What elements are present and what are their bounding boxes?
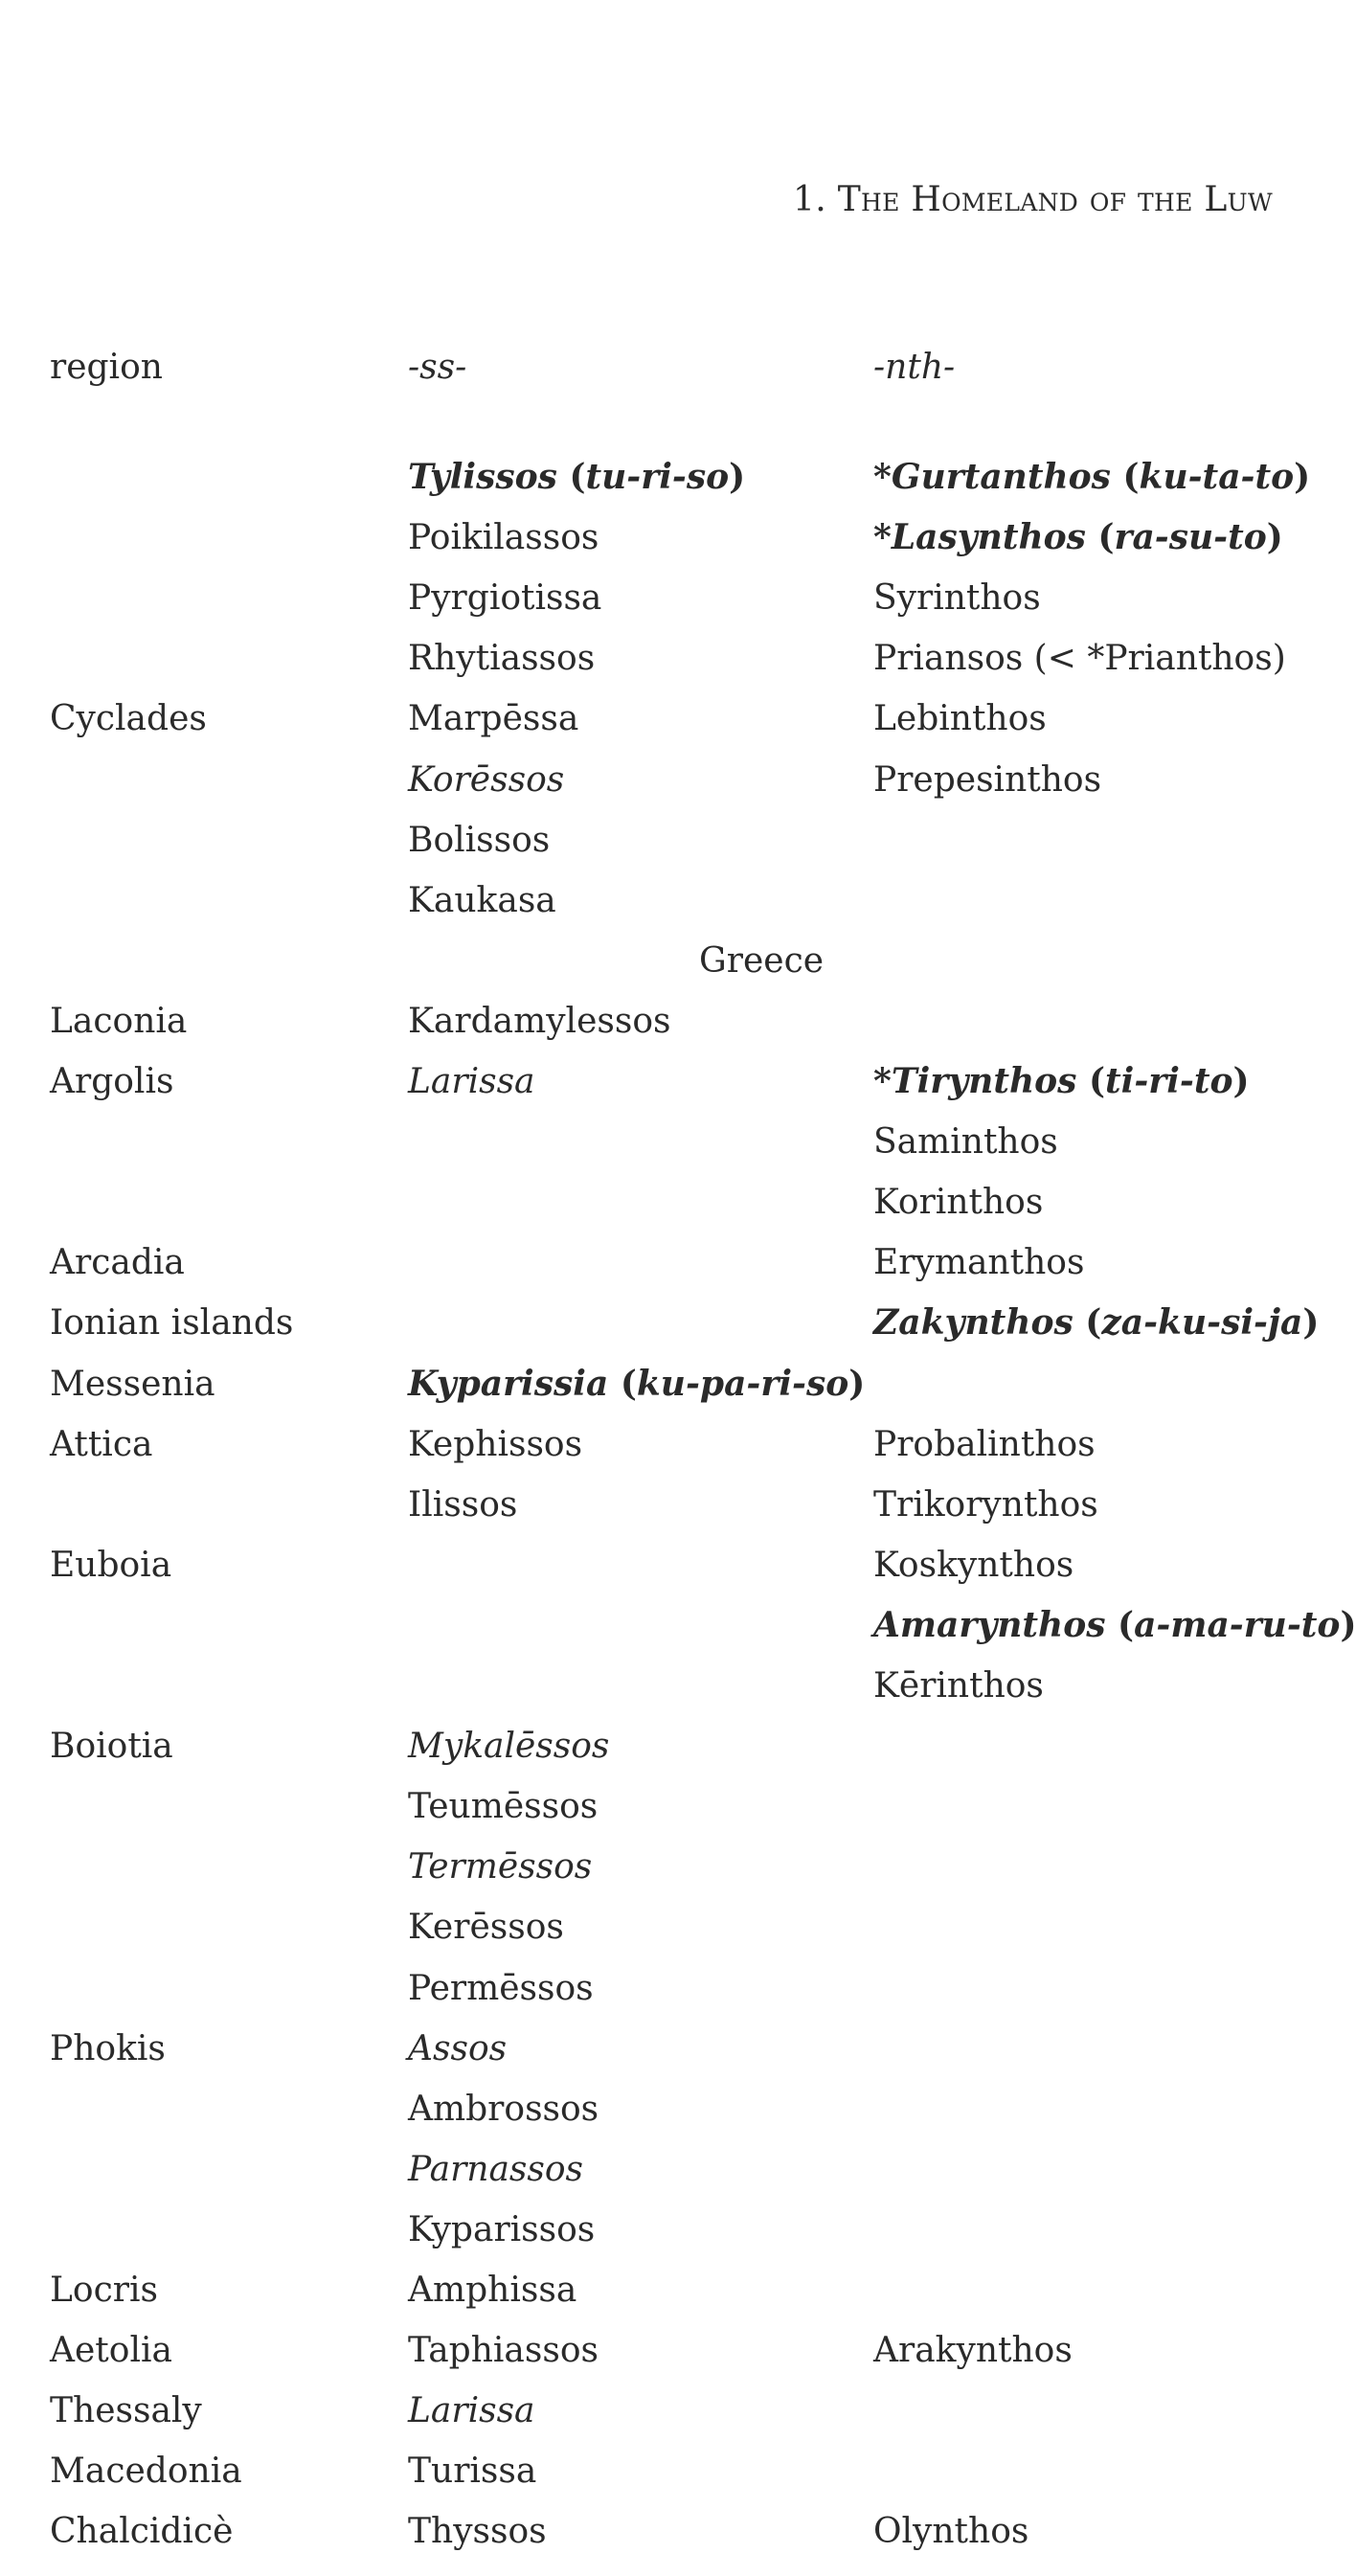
nth-toponym-name: Olynthos — [873, 2512, 1029, 2552]
nth-cell — [873, 1656, 1044, 1716]
nth-toponym-name: Zakynthos — [873, 1302, 1074, 1344]
nth-toponym-linear-b: ra-su-to — [1114, 517, 1267, 558]
ss-cell — [408, 1414, 582, 1475]
nth-toponym-name: Arakynthos — [873, 2331, 1073, 2371]
ss-toponym — [408, 2512, 547, 2551]
ss-toponym — [408, 760, 564, 800]
ss-toponym-name: Kyparissia — [408, 1363, 609, 1404]
nth-cell — [873, 1293, 1319, 1353]
nth-toponym-linear-b: ti-ri-to — [1105, 1061, 1233, 1101]
ss-toponym-name: Rhytiassos — [408, 639, 596, 679]
nth-toponym-name: Trikorynthos — [873, 1484, 1098, 1525]
region-cell: Messenia — [50, 1364, 215, 1404]
ss-toponym — [408, 578, 601, 618]
nth-cell — [873, 568, 1041, 628]
nth-toponym-name: Prepesinthos — [873, 759, 1102, 800]
nth-toponym — [873, 1122, 1058, 1162]
region-cell: Attica — [50, 1424, 153, 1464]
ss-toponym — [408, 1485, 517, 1525]
ss-toponym — [408, 1727, 609, 1766]
ss-cell — [408, 870, 556, 931]
nth-toponym — [873, 760, 1101, 800]
nth-toponym: *Tirynthos (ti-ri-to) — [873, 1061, 1250, 1101]
nth-toponym — [873, 1546, 1074, 1585]
ss-toponym-name: Taphiassos — [408, 2331, 599, 2371]
ss-toponym-name: Mykalēssos — [408, 1727, 610, 1767]
region-cell: Aetolia — [50, 2331, 172, 2371]
nth-toponym — [873, 2512, 1028, 2551]
ss-toponym — [408, 2271, 576, 2310]
ss-toponym-name: Kerēssos — [408, 1908, 564, 1948]
nth-toponym-name: Priansos (< *Prianthos) — [873, 639, 1286, 679]
ss-toponym-name: Kyparissos — [408, 2209, 596, 2249]
region-cell: Chalcidicè — [50, 2512, 234, 2552]
ss-toponym-name: Permēssos — [408, 1968, 594, 2008]
ss-toponym-name: Turissa — [408, 2452, 537, 2492]
ss-toponym — [408, 699, 578, 738]
ss-cell — [408, 1716, 609, 1776]
ss-cell — [408, 991, 670, 1051]
ss-toponym — [408, 881, 556, 920]
region-cell: Thessaly — [50, 2391, 202, 2431]
ss-cell — [408, 568, 601, 628]
nth-toponym — [873, 639, 1286, 678]
nth-toponym — [873, 1243, 1084, 1282]
nth-cell — [873, 2320, 1073, 2381]
ss-toponym — [408, 1002, 670, 1041]
ss-toponym — [408, 1969, 594, 2008]
running-head-title: The Homeland of the Luw — [837, 180, 1273, 219]
ss-cell — [408, 2441, 536, 2501]
nth-toponym: *Gurtanthos (ku-ta-to) — [873, 457, 1311, 497]
nth-toponym-name: Koskynthos — [873, 1545, 1074, 1585]
nth-toponym-name: Korinthos — [873, 1183, 1044, 1223]
nth-toponym-name: Syrinthos — [873, 578, 1041, 619]
ss-toponym — [408, 2452, 536, 2491]
region-cell: Laconia — [50, 1001, 188, 1041]
nth-cell — [873, 1172, 1043, 1232]
ss-toponym-name: Poikilassos — [408, 518, 599, 558]
ss-toponym-name: Tylissos — [408, 457, 557, 497]
nth-cell — [873, 447, 1310, 508]
ss-toponym-name: Ambrossos — [408, 2089, 599, 2129]
region-cell: Boiotia — [50, 1727, 173, 1767]
nth-toponym-name: *Tirynthos — [873, 1061, 1077, 1101]
section-label-greece: Greece — [699, 940, 825, 981]
ss-toponym-name: Kaukasa — [408, 880, 556, 920]
nth-toponym: *Lasynthos (ra-su-to) — [873, 517, 1283, 558]
ss-toponym-name: Bolissos — [408, 820, 551, 860]
region-cell: Phokis — [50, 2028, 166, 2068]
nth-toponym-linear-b: a-ma-ru-to — [1134, 1604, 1341, 1645]
ss-toponym-name: Thyssos — [408, 2512, 547, 2552]
nth-toponym — [873, 1666, 1044, 1706]
ss-toponym — [408, 2150, 583, 2189]
region-cell: Argolis — [50, 1062, 174, 1101]
nth-toponym — [873, 578, 1041, 618]
region-cell: Ionian islands — [50, 1303, 294, 1344]
ss-toponym — [408, 2210, 595, 2249]
ss-cell — [408, 1837, 592, 1897]
ss-cell — [408, 447, 745, 508]
ss-cell — [408, 810, 550, 870]
nth-cell — [873, 1051, 1250, 1112]
header-ss: -ss- — [408, 348, 467, 387]
ss-toponym — [408, 2029, 507, 2068]
nth-cell — [873, 1595, 1356, 1656]
nth-toponym-name: Saminthos — [873, 1122, 1058, 1163]
nth-cell — [873, 689, 1047, 749]
ss-toponym-name: Amphissa — [408, 2271, 577, 2310]
ss-toponym — [408, 821, 550, 860]
nth-cell — [873, 628, 1286, 689]
nth-toponym-name: *Gurtanthos — [873, 457, 1111, 497]
ss-cell — [408, 628, 595, 689]
nth-toponym-name: Erymanthos — [873, 1243, 1085, 1283]
running-head-number: 1. — [793, 180, 826, 219]
ss-cell — [408, 1897, 564, 1957]
ss-toponym-linear-b: ku-pa-ri-so — [636, 1363, 849, 1404]
ss-toponym-name: Ilissos — [408, 1484, 518, 1525]
ss-toponym-name: Kephissos — [408, 1424, 583, 1464]
ss-toponym-linear-b: tu-ri-so — [585, 457, 730, 497]
ss-toponym-name: Larissa — [408, 1062, 535, 1101]
ss-toponym: Tylissos (tu-ri-so) — [408, 457, 746, 497]
nth-toponym-name: Probalinthos — [873, 1424, 1096, 1464]
nth-toponym-linear-b: ku-ta-to — [1139, 457, 1295, 497]
ss-toponym-name: Teumēssos — [408, 1787, 599, 1827]
ss-cell — [408, 750, 564, 810]
ss-toponym — [408, 2391, 535, 2430]
ss-toponym: Kyparissia (ku-pa-ri-so) — [408, 1363, 866, 1404]
region-cell: Euboia — [50, 1545, 172, 1585]
nth-toponym — [873, 2331, 1073, 2370]
ss-toponym — [408, 1425, 582, 1464]
ss-toponym-name: Termēssos — [408, 1847, 593, 1887]
ss-cell — [408, 2079, 599, 2139]
region-cell: Locris — [50, 2271, 158, 2310]
nth-cell — [873, 1535, 1074, 1595]
region-cell: Macedonia — [50, 2452, 242, 2492]
ss-cell — [408, 2019, 507, 2079]
ss-toponym-name: Assos — [408, 2028, 508, 2068]
nth-toponym-name: Kērinthos — [873, 1666, 1044, 1706]
ss-toponym-name: Marpēssa — [408, 699, 579, 739]
running-head — [793, 180, 1273, 219]
ss-toponym — [408, 2090, 599, 2129]
ss-cell — [408, 2320, 599, 2381]
nth-toponym-name: Amarynthos — [873, 1604, 1106, 1645]
ss-cell — [408, 689, 578, 749]
nth-cell — [873, 1232, 1084, 1293]
ss-toponym — [408, 1062, 535, 1101]
ss-cell — [408, 2501, 547, 2562]
region-cell: Arcadia — [50, 1243, 185, 1283]
ss-toponym-name: Kardamylessos — [408, 1001, 671, 1041]
nth-cell — [873, 1414, 1096, 1475]
nth-cell — [873, 750, 1101, 810]
nth-toponym-linear-b: za-ku-si-ja — [1101, 1302, 1303, 1344]
ss-cell — [408, 1776, 598, 1837]
header-nth: -nth- — [873, 348, 956, 387]
region-cell: Cyclades — [50, 699, 207, 739]
ss-toponym-name: Pyrgiotissa — [408, 578, 602, 619]
nth-cell — [873, 508, 1283, 568]
ss-cell — [408, 2381, 535, 2441]
nth-toponym — [873, 1485, 1098, 1525]
nth-toponym-name: *Lasynthos — [873, 517, 1086, 558]
ss-toponym-name: Parnassos — [408, 2149, 584, 2189]
ss-cell — [408, 508, 599, 568]
nth-toponym-name: Lebinthos — [873, 699, 1047, 739]
nth-toponym — [873, 1425, 1096, 1464]
nth-cell — [873, 1112, 1058, 1172]
nth-toponym: Amarynthos (a-ma-ru-to) — [873, 1604, 1356, 1645]
ss-cell — [408, 2200, 595, 2260]
ss-toponym — [408, 518, 599, 557]
ss-toponym — [408, 639, 595, 678]
ss-toponym-name: Korēssos — [408, 759, 565, 800]
nth-cell — [873, 2501, 1028, 2562]
ss-toponym — [408, 1787, 598, 1826]
ss-cell — [408, 1051, 535, 1112]
ss-cell — [408, 1475, 517, 1535]
ss-cell — [408, 2260, 576, 2320]
ss-toponym — [408, 1908, 564, 1947]
ss-cell — [408, 1958, 594, 2019]
header-region: region — [50, 348, 163, 387]
ss-toponym-name: Larissa — [408, 2391, 535, 2431]
ss-cell — [408, 1354, 865, 1414]
nth-cell — [873, 1475, 1098, 1535]
ss-toponym — [408, 1847, 592, 1887]
nth-toponym: Zakynthos (za-ku-si-ja) — [873, 1302, 1320, 1344]
nth-toponym — [873, 1183, 1043, 1222]
ss-cell — [408, 2139, 583, 2200]
ss-toponym — [408, 2331, 599, 2370]
nth-toponym — [873, 699, 1047, 738]
